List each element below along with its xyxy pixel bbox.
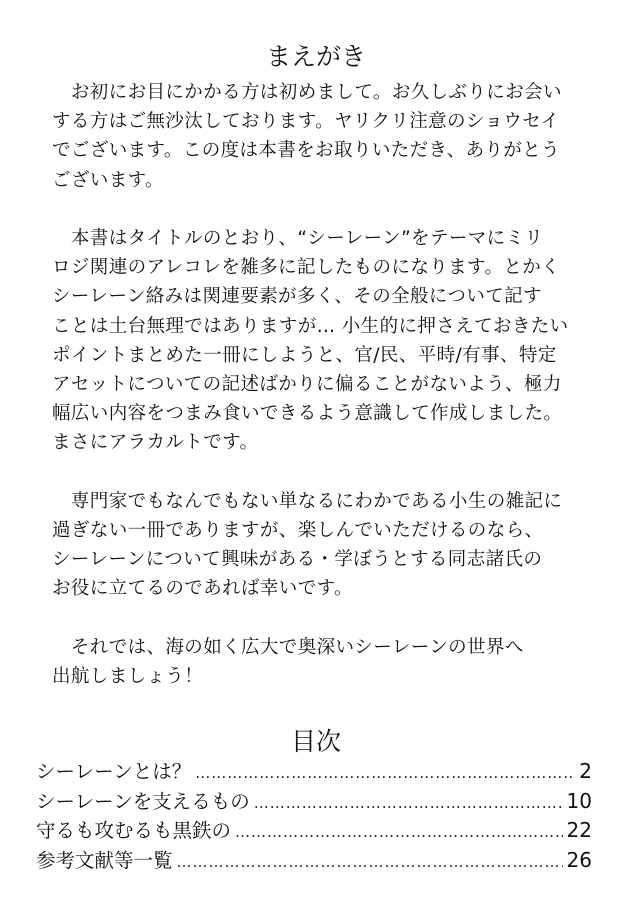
preface-line: する方はご無沙汰しております。ヤリクリ注意のショウセイ bbox=[52, 111, 560, 133]
toc-entry[interactable] bbox=[36, 846, 592, 876]
toc-entry[interactable] bbox=[36, 787, 592, 817]
preface-line: それでは、海の如く広大で奥深いシーレーンの世界へ bbox=[52, 636, 524, 658]
preface-line: でございます。この度は本書をお取りいただき、ありがとう bbox=[52, 140, 561, 162]
preface-line: お初にお目にかかる方は初めまして。お久しぶりにお会い bbox=[52, 82, 562, 103]
dot-leader bbox=[195, 759, 575, 789]
preface-line: ポイントまとめた一冊にしようと、官/民、平時/有事、特定 bbox=[52, 344, 557, 366]
preface-line: 幅広い内容をつまみ食いできるよう意識して作成しました。 bbox=[52, 403, 563, 425]
preface-line: お役に立てるのであれば幸いです。 bbox=[52, 578, 353, 600]
preface-line: ロジ関連のアレコレを雑多に記したものになります。とかく bbox=[52, 257, 561, 279]
preface-line: 専門家でもなんでもない単なるにわかである小生の雑記に bbox=[52, 490, 563, 512]
toc-entry-page: 2 bbox=[579, 759, 592, 783]
paragraph-gap bbox=[52, 603, 612, 632]
toc-entry[interactable] bbox=[36, 816, 592, 846]
toc-entry[interactable] bbox=[36, 757, 592, 787]
paragraph-gap bbox=[52, 457, 612, 486]
preface-line: 本書はタイトルのとおり、“シーレーン”をテーマにミリ bbox=[52, 227, 544, 249]
paragraph-gap bbox=[52, 195, 612, 224]
preface-line: アセットについての記述ばかりに偏ることがないよう、極力 bbox=[52, 373, 562, 395]
toc-title: 目次 bbox=[290, 727, 341, 756]
table-of-contents bbox=[36, 757, 592, 875]
dot-leader bbox=[254, 789, 563, 819]
dot-leader bbox=[177, 848, 563, 878]
toc-entry-label: 参考文献等一覧 bbox=[36, 848, 173, 872]
toc-entry-page: 26 bbox=[566, 847, 592, 872]
toc-entry-label: シーレーンとは？ bbox=[36, 760, 192, 783]
preface-line: ございます。 bbox=[52, 169, 164, 191]
preface-body bbox=[52, 78, 612, 691]
toc-entry-page: 10 bbox=[566, 788, 592, 813]
preface-line: 出航しましょう！ bbox=[52, 665, 204, 687]
preface-line: まさにアラカルトです。 bbox=[52, 432, 259, 454]
preface-title: まえがき bbox=[265, 42, 366, 71]
toc-entry-label: 守るも攻むるも黒鉄の bbox=[36, 819, 232, 842]
preface-line: シーレーンについて興味がある・学ぼうとする同志諸氏の bbox=[52, 549, 543, 570]
preface-line: ことは土台無理ではありますが… 小生的に押さえておきたい bbox=[52, 315, 569, 337]
dot-leader bbox=[235, 818, 563, 848]
preface-line: 過ぎない一冊でありますが、楽しんでいただけるのなら、 bbox=[52, 519, 544, 541]
toc-entry-label: シーレーンを支えるもの bbox=[36, 789, 250, 813]
toc-entry-page: 22 bbox=[566, 818, 592, 842]
preface-line: シーレーン絡みは関連要素が多く、その全般について記す bbox=[52, 286, 542, 308]
